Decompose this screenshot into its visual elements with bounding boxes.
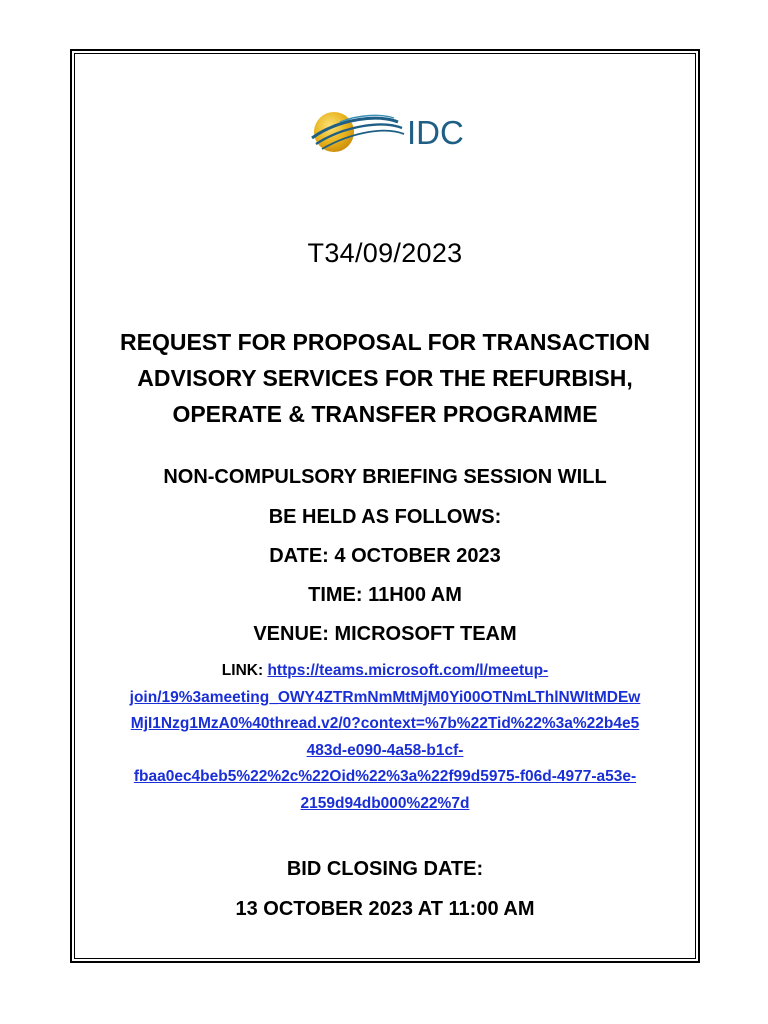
title-line: OPERATE & TRANSFER PROGRAMME [172, 401, 598, 427]
briefing-line-1: NON-COMPULSORY BRIEFING SESSION WILL [163, 466, 607, 488]
bid-closing-date: 13 OCTOBER 2023 AT 11:00 AM [235, 898, 535, 920]
briefing-time: TIME: 11H00 AM [308, 584, 462, 606]
title-line: REQUEST FOR PROPOSAL FOR TRANSACTION [120, 329, 650, 355]
meeting-link-line[interactable]: https://teams.microsoft.com/l/meetup- [267, 662, 549, 679]
briefing-venue: VENUE: MICROSOFT TEAM [253, 623, 517, 645]
briefing-line-2: BE HELD AS FOLLOWS: [268, 506, 502, 528]
idc-logo-text: IDC [407, 114, 464, 151]
meeting-link-line[interactable]: join/19%3ameeting_OWY4ZTRmNmMtMjM0Yi00OTNmLThlNWItMDEw [129, 688, 641, 706]
idc-logo-graphic [310, 108, 480, 156]
link-label: LINK: [221, 662, 264, 679]
title-line: ADVISORY SERVICES FOR THE REFURBISH, [137, 365, 633, 391]
bid-closing-label: BID CLOSING DATE: [286, 858, 484, 880]
document-title [76, 324, 694, 432]
meeting-link-block [80, 658, 690, 817]
meeting-link-line[interactable]: 2159d94db000%22%7d [300, 794, 470, 812]
meeting-link-line[interactable]: 483d-e090-4a58-b1cf- [306, 741, 464, 759]
meeting-link-line[interactable]: fbaa0ec4beb5%22%2c%22Oid%22%3a%22f99d5975-f06d-4977-a53e- [133, 768, 637, 785]
idc-logo [310, 108, 480, 156]
briefing-date: DATE: 4 OCTOBER 2023 [269, 545, 501, 567]
tender-reference: T34/09/2023 [307, 238, 463, 268]
meeting-link-line[interactable]: MjI1Nzg1MzA0%40thread.v2/0?context=%7b%22Tid%22%3a%22b4e5 [130, 715, 640, 732]
